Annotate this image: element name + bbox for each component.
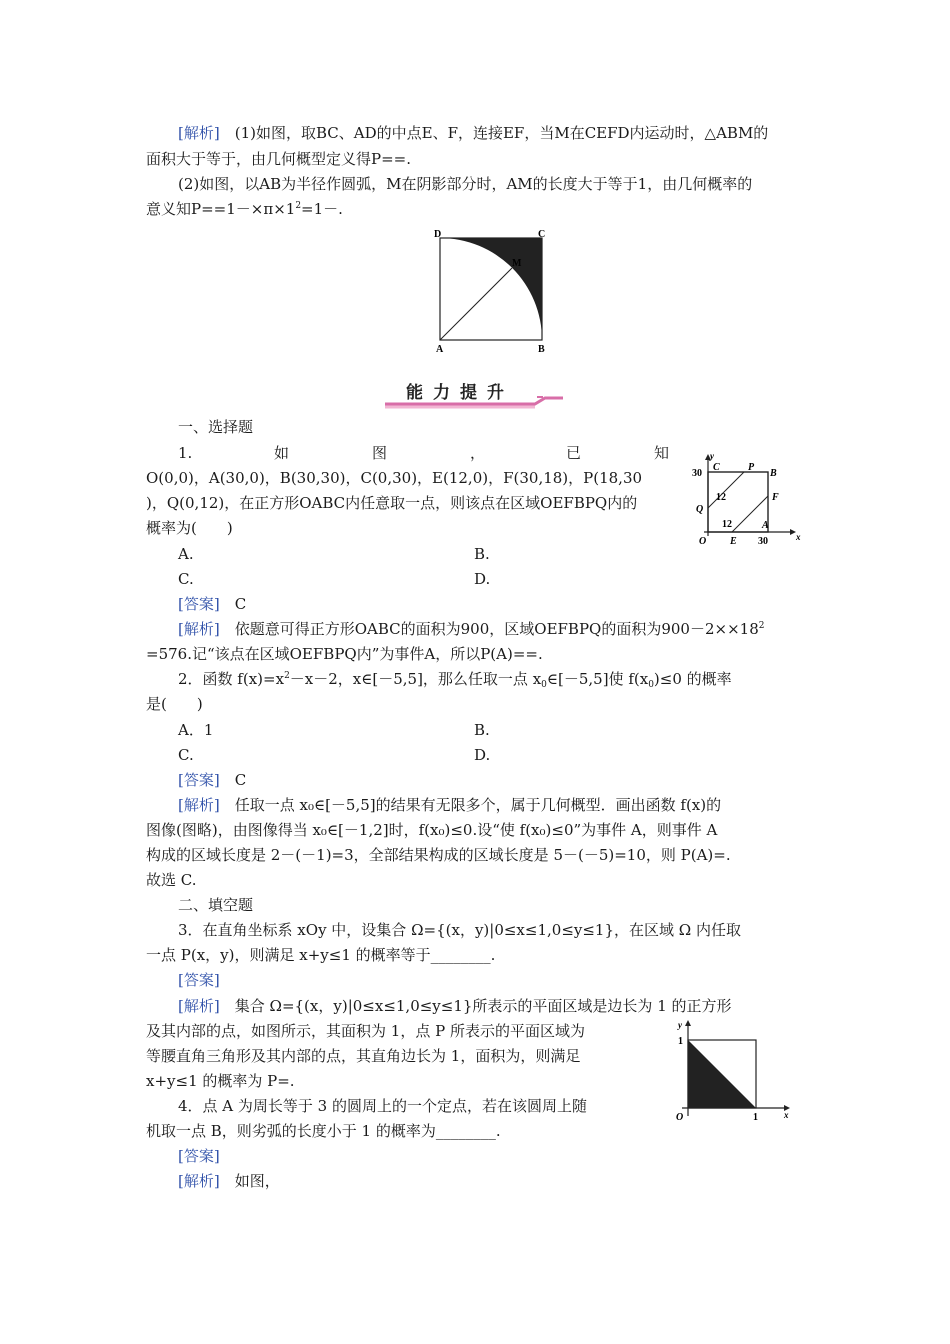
label-30-x: 30 <box>758 536 768 546</box>
option-c: C. <box>178 746 194 764</box>
label-12b: 12 <box>722 519 732 530</box>
question-1-line-2: O(0,0)，A(30,0)，B(30,30)，C(0,30)，E(12,0)，F(30,18)，P(18,30 <box>146 469 643 487</box>
analysis-tag: [解析] <box>178 796 220 814</box>
subscript: 0 <box>648 680 654 690</box>
question-2-line-2: 是( ) <box>146 695 203 713</box>
text: 集合 Ω={(x，y)|0≤x≤1,0≤y≤1}所表示的平面区域是边长为 1 的正方形 <box>234 997 732 1015</box>
text-line: (2)如图，以AB为半径作圆弧，M在阴影部分时，AM的长度大于等于1，由几何概率的 <box>178 175 753 193</box>
explanation-line: 构成的区域长度是 2－(－1)=3，全部结果构成的区域长度是 5－(－5)=10，则 P(A)=. <box>146 846 731 864</box>
text: ∈[－5,5]使 f(x <box>546 670 649 688</box>
question-2-line-1 <box>178 668 732 690</box>
section-title: 能力提升 <box>406 383 514 403</box>
label-b: B <box>538 344 545 355</box>
option-c: C. <box>178 570 194 588</box>
analysis-tag: [解析] <box>178 124 220 142</box>
text: )≤0 的概率 <box>653 670 732 688</box>
section-heading: 二、填空题 <box>178 896 254 914</box>
question-4-line-2: 机取一点 B，则劣弧的长度小于 1 的概率为________. <box>146 1122 501 1140</box>
label-b: B <box>770 468 777 479</box>
text: 2．函数 f(x)=x <box>178 670 285 688</box>
label-x: x <box>796 532 801 542</box>
option-d: D. <box>474 570 491 588</box>
explanation-line <box>178 995 732 1017</box>
text: 1. <box>178 444 193 462</box>
explanation-line: 及其内部的点，如图所示，其面积为 1，点 P 所表示的平面区域为 <box>146 1022 585 1040</box>
superscript: 2 <box>284 671 290 681</box>
text: 已 <box>566 444 582 462</box>
text: 知 <box>654 444 670 462</box>
option-b: B. <box>474 545 490 563</box>
text: (1)如图，取BC、AD的中点E、F，连接EF，当M在CEFD内运动时，△ABM的 <box>234 124 769 142</box>
question-4-line-1: 4．点 A 为周长等于 3 的圆周上的一个定点，若在该圆周上随 <box>178 1097 587 1115</box>
label-d: D <box>434 229 442 240</box>
label-m: M <box>512 258 522 269</box>
explanation-line <box>178 794 721 816</box>
text: 图 <box>372 444 388 462</box>
answer-tag: [答案] <box>178 971 220 989</box>
figure-square-arc <box>430 228 560 358</box>
label-c: C <box>713 462 720 473</box>
text: ， <box>470 444 486 462</box>
text: =1－. <box>301 200 343 218</box>
label-y: y <box>710 451 714 461</box>
answer-line <box>178 1145 220 1167</box>
explanation-line: =576.记“该点在区域OEFBPQ内”为事件A，所以P(A)==. <box>146 645 543 663</box>
shaded-triangle <box>688 1040 756 1108</box>
option-b: B. <box>474 721 490 739</box>
figure-unit-square <box>670 1016 796 1128</box>
answer-value: C <box>234 595 247 613</box>
label-q: Q <box>696 504 704 515</box>
answer-line <box>178 593 246 615</box>
analysis-tag: [解析] <box>178 997 220 1015</box>
superscript: 2 <box>295 201 302 211</box>
section-heading: 一、选择题 <box>178 418 254 436</box>
jiexi-1-line <box>178 122 768 144</box>
label-p: P <box>748 462 755 473</box>
question-1-line-1 <box>178 442 672 464</box>
explanation-line: 图像(图略)，由图像得当 x₀∈[－1,2]时，f(x₀)≤0.设“使 f(x₀)≤0”为事件 A，则事件 A <box>146 821 718 839</box>
explanation-line <box>178 618 764 640</box>
text: 意义知P==1－×π×1 <box>146 200 296 218</box>
explanation-line: x+y≤1 的概率为 P=. <box>146 1072 295 1090</box>
text: 依题意可得正方形OABC的面积为900，区域OEFBPQ的面积为900－2××18 <box>234 620 759 638</box>
explanation-line: 故选 C. <box>146 871 197 889</box>
label-e: E <box>730 536 737 546</box>
answer-tag: [答案] <box>178 595 220 613</box>
label-a: A <box>762 520 769 531</box>
text: 如 <box>274 444 290 462</box>
question-1-line-3: )，Q(0,12)，在正方形OABC内任意取一点，则该点在区域OEFBPQ内的 <box>146 494 638 512</box>
answer-value: C <box>234 771 247 789</box>
label-1-y: 1 <box>678 1036 683 1047</box>
explanation-line: 等腰直角三角形及其内部的点，其直角边长为 1，面积为，则满足 <box>146 1047 581 1065</box>
label-f: F <box>772 492 779 503</box>
option-a: A．1 <box>178 721 214 739</box>
text: 任取一点 x₀∈[－5,5]的结果有无限多个，属于几何概型．画出函数 f(x)的 <box>234 796 722 814</box>
label-y: y <box>678 1020 682 1030</box>
answer-line <box>178 769 246 791</box>
label-a: A <box>436 344 444 355</box>
text: －x－2，x∈[－5,5]，那么任取一点 x <box>289 670 542 688</box>
analysis-tag: [解析] <box>178 620 220 638</box>
label-o: O <box>676 1112 684 1123</box>
answer-tag: [答案] <box>178 1147 220 1165</box>
question-3-line-1: 3．在直角坐标系 xOy 中，设集合 Ω={(x，y)|0≤x≤1,0≤y≤1}，在区域 Ω 内任取 <box>178 921 741 939</box>
option-d: D. <box>474 746 491 764</box>
answer-tag: [答案] <box>178 771 220 789</box>
label-c: C <box>538 229 546 240</box>
text: 如图， <box>234 1172 280 1190</box>
superscript: 2 <box>758 621 765 631</box>
section-banner <box>385 374 565 414</box>
label-30-y: 30 <box>692 468 702 479</box>
label-o: O <box>699 536 707 546</box>
option-a: A. <box>178 545 194 563</box>
text-line: 面积大于等于，由几何概型定义得P==. <box>146 150 411 168</box>
question-1-line-4: 概率为( ) <box>146 519 233 537</box>
question-3-line-2: 一点 P(x，y)，则满足 x+y≤1 的概率等于________. <box>146 946 496 964</box>
explanation-line <box>178 1170 280 1192</box>
label-12a: 12 <box>716 492 726 503</box>
text-line <box>146 198 343 220</box>
label-1-x: 1 <box>753 1112 758 1123</box>
label-x: x <box>784 1110 789 1120</box>
subscript: 0 <box>541 680 547 690</box>
analysis-tag: [解析] <box>178 1172 220 1190</box>
answer-line <box>178 969 220 991</box>
figure-region-oefbpq <box>686 450 802 546</box>
